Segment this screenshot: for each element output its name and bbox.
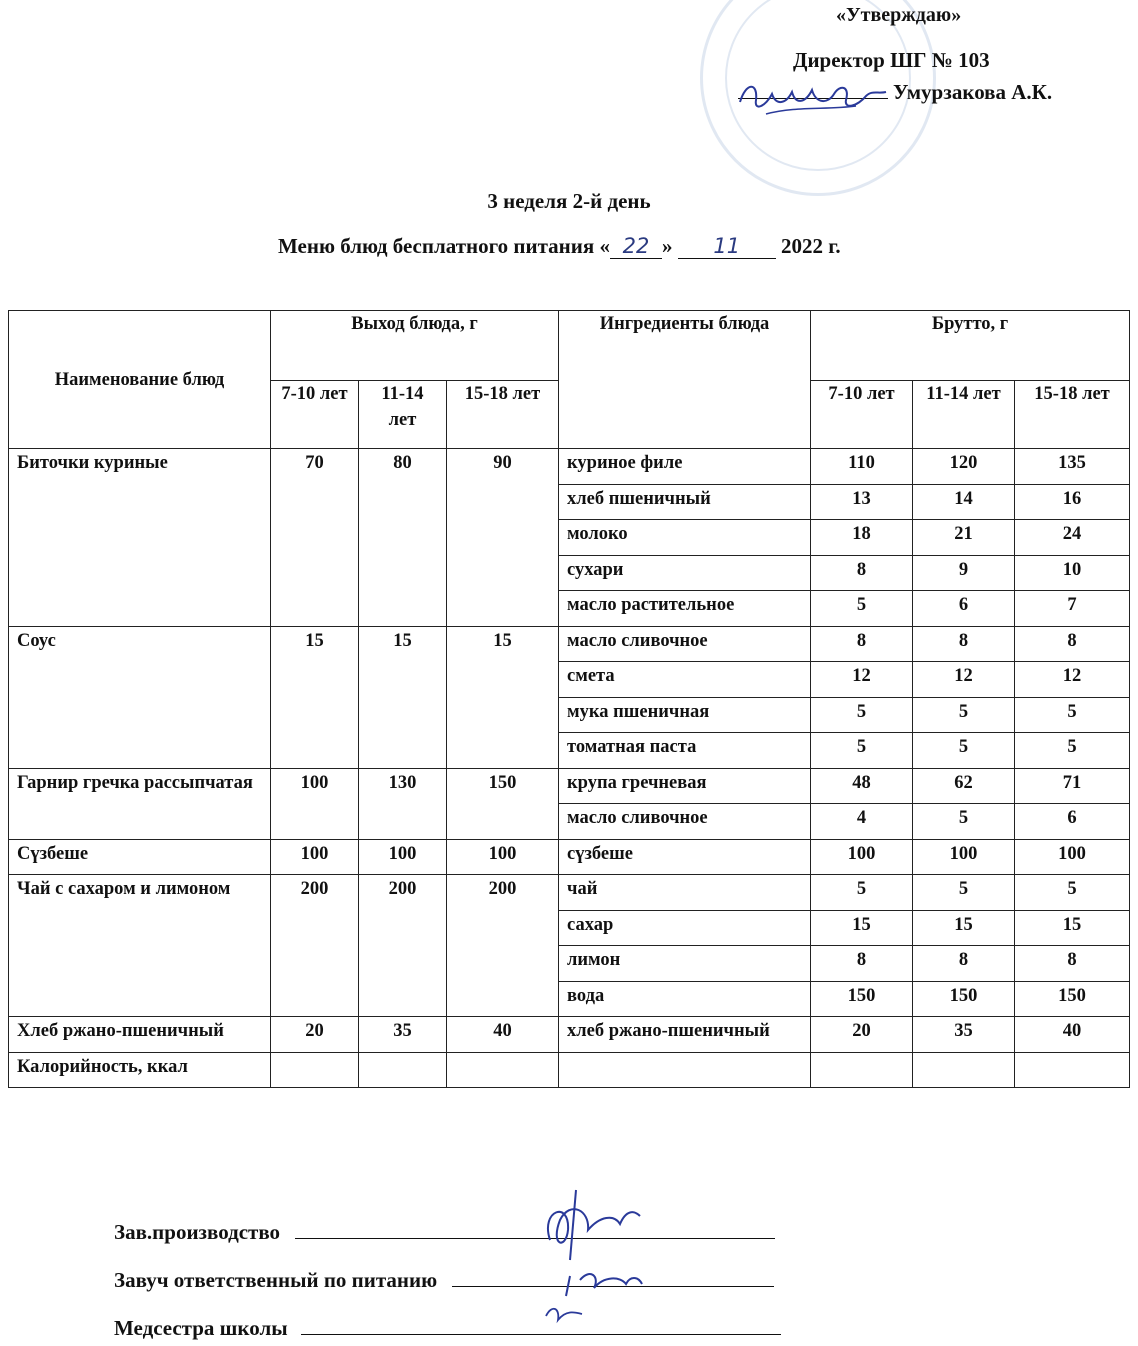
ingredient-gross: 100: [811, 839, 913, 875]
dish-output: 35: [359, 1017, 447, 1053]
menu-year: 2022 г.: [780, 234, 841, 258]
dish-output: 15: [447, 626, 559, 768]
ingredient-gross: 150: [1015, 981, 1130, 1017]
dish-output: 100: [447, 839, 559, 875]
calories-label: Калорийность, ккал: [9, 1052, 271, 1088]
table-row: [9, 1017, 1130, 1053]
dish-output: 100: [271, 768, 359, 839]
ingredient-gross: 7: [1015, 591, 1130, 627]
ingredient-gross: 5: [913, 875, 1015, 911]
ingredient-gross: 71: [1015, 768, 1130, 804]
ingredient-gross: 40: [1015, 1017, 1130, 1053]
header-output-age: 7-10 лет: [271, 381, 359, 449]
ingredient-gross: 110: [811, 449, 913, 485]
ingredient-gross: 21: [913, 520, 1015, 556]
ingredient-gross: 5: [1015, 875, 1130, 911]
table-cell: [913, 1052, 1015, 1088]
footer-head-teacher-label: Завуч ответственный по питанию: [114, 1268, 438, 1292]
ingredient-gross: 9: [913, 555, 1015, 591]
ingredient-name: чай: [559, 875, 811, 911]
ingredient-gross: 13: [811, 484, 913, 520]
ingredient-name: смета: [559, 662, 811, 698]
menu-day: 22: [610, 234, 662, 259]
menu-month: 11: [678, 234, 776, 259]
director-name: Умурзакова А.К.: [893, 80, 1053, 104]
ingredient-gross: 16: [1015, 484, 1130, 520]
ingredient-gross: 5: [811, 875, 913, 911]
dish-output: 15: [271, 626, 359, 768]
dish-output: 15: [359, 626, 447, 768]
dish-output: 200: [271, 875, 359, 1017]
ingredient-gross: 6: [1015, 804, 1130, 840]
header-gross-age: 15-18 лет: [1015, 381, 1130, 449]
dish-name: Сүзбеше: [9, 839, 271, 875]
ingredient-gross: 8: [811, 946, 913, 982]
footer-head-teacher: [114, 1268, 774, 1293]
dish-output: 100: [359, 839, 447, 875]
ingredient-gross: 5: [913, 804, 1015, 840]
ingredient-name: масло растительное: [559, 591, 811, 627]
ingredient-gross: 62: [913, 768, 1015, 804]
ingredient-gross: 5: [811, 697, 913, 733]
ingredient-gross: 5: [913, 733, 1015, 769]
table-row: [9, 839, 1130, 875]
approve-label: «Утверждаю»: [836, 4, 962, 26]
ingredient-gross: 150: [811, 981, 913, 1017]
ingredient-gross: 14: [913, 484, 1015, 520]
dish-name: Хлеб ржано-пшеничный: [9, 1017, 271, 1053]
ingredient-gross: 5: [1015, 733, 1130, 769]
calories-row: [9, 1052, 1130, 1088]
ingredient-gross: 48: [811, 768, 913, 804]
dish-output: 100: [271, 839, 359, 875]
table-cell: [559, 1052, 811, 1088]
ingredient-name: сухари: [559, 555, 811, 591]
dish-output: 150: [447, 768, 559, 839]
dish-name: Биточки куриные: [9, 449, 271, 627]
dish-output: 200: [447, 875, 559, 1017]
footer-nurse-label: Медсестра школы: [114, 1316, 288, 1340]
ingredient-gross: 100: [913, 839, 1015, 875]
ingredient-gross: 8: [913, 946, 1015, 982]
ingredient-name: вода: [559, 981, 811, 1017]
ingredient-gross: 10: [1015, 555, 1130, 591]
dish-name: Чай с сахаром и лимоном: [9, 875, 271, 1017]
ingredient-gross: 120: [913, 449, 1015, 485]
dish-name: Гарнир гречка рассыпчатая: [9, 768, 271, 839]
table-row: [9, 768, 1130, 804]
dish-output: 20: [271, 1017, 359, 1053]
ingredient-gross: 8: [1015, 946, 1130, 982]
menu-table: [8, 310, 1130, 1088]
footer-production-label: Зав.производство: [114, 1220, 281, 1244]
menu-table-body: [9, 449, 1130, 1088]
ingredient-gross: 15: [1015, 910, 1130, 946]
table-cell: [811, 1052, 913, 1088]
ingredient-gross: 8: [811, 555, 913, 591]
header-output-age: 15-18 лет: [447, 381, 559, 449]
table-cell: [271, 1052, 359, 1088]
footer-nurse: [114, 1316, 781, 1341]
menu-title-mid: »: [661, 234, 673, 258]
ingredient-name: крупа гречневая: [559, 768, 811, 804]
dish-output: 200: [359, 875, 447, 1017]
menu-title-prefix: Меню блюд бесплатного питания «: [278, 234, 610, 258]
dish-output: 130: [359, 768, 447, 839]
table-row: [9, 626, 1130, 662]
staff-signatures: [530, 1180, 650, 1330]
ingredient-name: куриное филе: [559, 449, 811, 485]
table-row: [9, 875, 1130, 911]
dish-output: 80: [359, 449, 447, 627]
ingredient-name: хлеб пшеничный: [559, 484, 811, 520]
ingredient-gross: 15: [913, 910, 1015, 946]
ingredient-gross: 20: [811, 1017, 913, 1053]
table-row: [9, 449, 1130, 485]
dish-output: 70: [271, 449, 359, 627]
dish-output: 40: [447, 1017, 559, 1053]
header-output-age: 11-14 лет: [359, 381, 447, 449]
header-gross-age: 11-14 лет: [913, 381, 1015, 449]
header-output: Выход блюда, г: [271, 311, 559, 381]
ingredient-gross: 6: [913, 591, 1015, 627]
director-title: Директор ШГ № 103: [793, 48, 990, 72]
ingredient-gross: 12: [913, 662, 1015, 698]
ingredient-gross: 135: [1015, 449, 1130, 485]
ingredient-gross: 8: [913, 626, 1015, 662]
ingredient-gross: 4: [811, 804, 913, 840]
ingredient-gross: 8: [1015, 626, 1130, 662]
ingredient-gross: 15: [811, 910, 913, 946]
table-cell: [1015, 1052, 1130, 1088]
footer-production: [114, 1220, 775, 1245]
ingredient-name: масло сливочное: [559, 626, 811, 662]
dish-output: 90: [447, 449, 559, 627]
ingredient-name: лимон: [559, 946, 811, 982]
table-cell: [447, 1052, 559, 1088]
header-gross: Брутто, г: [811, 311, 1130, 381]
ingredient-gross: 18: [811, 520, 913, 556]
director-signature: [736, 76, 896, 122]
signature-line: [301, 1334, 781, 1335]
week-day-title: 3 неделя 2-й день: [487, 189, 651, 213]
ingredient-gross: 5: [913, 697, 1015, 733]
ingredient-gross: 8: [811, 626, 913, 662]
ingredient-gross: 100: [1015, 839, 1130, 875]
table-cell: [359, 1052, 447, 1088]
ingredient-gross: 5: [1015, 697, 1130, 733]
dish-name: Соус: [9, 626, 271, 768]
ingredient-name: хлеб ржано-пшеничный: [559, 1017, 811, 1053]
header-ingredients: Ингредиенты блюда: [559, 311, 811, 449]
ingredient-gross: 12: [1015, 662, 1130, 698]
ingredient-gross: 24: [1015, 520, 1130, 556]
ingredient-name: молоко: [559, 520, 811, 556]
header-gross-age: 7-10 лет: [811, 381, 913, 449]
ingredient-gross: 150: [913, 981, 1015, 1017]
ingredient-name: сүзбеше: [559, 839, 811, 875]
ingredient-gross: 5: [811, 591, 913, 627]
menu-title: [278, 234, 841, 259]
ingredient-gross: 5: [811, 733, 913, 769]
ingredient-gross: 12: [811, 662, 913, 698]
ingredient-gross: 35: [913, 1017, 1015, 1053]
ingredient-name: мука пшеничная: [559, 697, 811, 733]
ingredient-name: томатная паста: [559, 733, 811, 769]
ingredient-name: масло сливочное: [559, 804, 811, 840]
header-dish: Наименование блюд: [9, 311, 271, 449]
ingredient-name: сахар: [559, 910, 811, 946]
